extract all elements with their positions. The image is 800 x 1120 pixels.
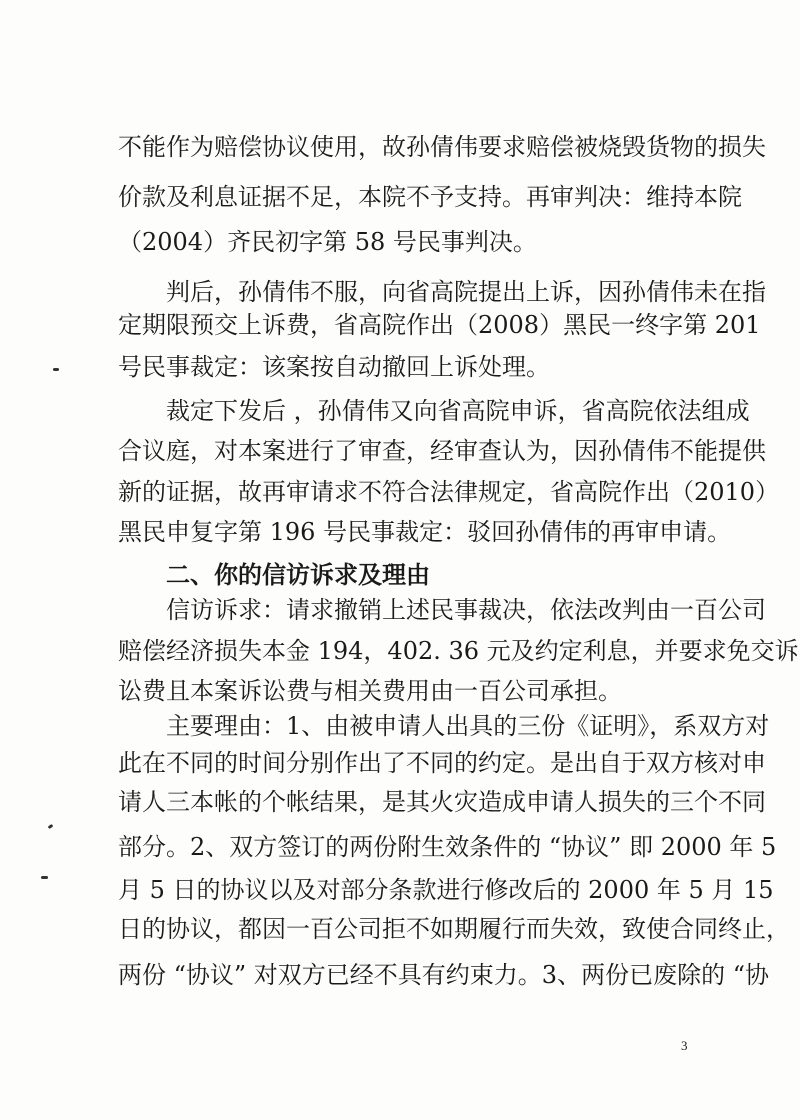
text-line: 日的协议，都因一百公司拒不如期履行而失效，致使合同终止， <box>118 915 790 943</box>
text-line: 合议庭，对本案进行了审查，经审查认为，因孙倩伟不能提供 <box>118 437 766 465</box>
text-line: 两份 “协议” 对双方已经不具有约束力。3、两份已废除的 “协 <box>118 961 769 989</box>
text-line: 讼费且本案诉讼费与相关费用由一百公司承担。 <box>118 677 622 705</box>
text-line: 黑民申复字第 196 号民事裁定：驳回孙倩伟的再审申请。 <box>118 518 732 546</box>
page-number: 3 <box>681 1038 688 1053</box>
text-line: （2004）齐民初字第 58 号民事判决。 <box>118 228 537 256</box>
text-line: 主要理由：1、由被申请人出具的三份《证明》，系双方对 <box>166 712 770 740</box>
text-line: 赔偿经济损失本金 194，402. 36 元及约定利息，并要求免交诉 <box>118 637 799 665</box>
text-line: 号民事裁定：该案按自动撤回上诉处理。 <box>118 353 550 381</box>
text-line: 此在不同的时间分别作出了不同的约定。是出自于双方核对申 <box>118 749 766 777</box>
section-heading: 二、你的信访诉求及理由 <box>166 560 430 589</box>
scan-mark <box>41 876 48 879</box>
text-line: 价款及利息证据不足，本院不予支持。再审判决：维持本院 <box>118 183 742 211</box>
text-line: 不能作为赔偿协议使用，故孙倩伟要求赔偿被烧毁货物的损失 <box>118 133 766 161</box>
text-line: 判后，孙倩伟不服，向省高院提出上诉，因孙倩伟未在指 <box>166 278 766 306</box>
text-line: 请人三本帐的个帐结果，是其火灾造成申请人损失的三个不同 <box>118 788 766 816</box>
text-line: 新的证据，故再审请求不符合法律规定，省高院作出（2010） <box>118 478 780 506</box>
text-line: 部分。2、双方签订的两份附生效条件的 “协议” 即 2000 年 5 <box>118 833 777 861</box>
text-line: 信访诉求：请求撤销上述民事裁决，依法改判由一百公司 <box>166 596 766 624</box>
text-line: 定期限预交上诉费，省高院作出（2008）黑民一终字第 201 <box>118 311 761 339</box>
scan-mark <box>48 824 54 829</box>
scan-mark <box>53 368 59 371</box>
text-line: 裁定下发后 ，孙倩伟又向省高院申诉，省高院依法组成 <box>166 397 750 425</box>
text-line: 月 5 日的协议以及对部分条款进行修改后的 2000 年 5 月 15 <box>118 876 774 904</box>
